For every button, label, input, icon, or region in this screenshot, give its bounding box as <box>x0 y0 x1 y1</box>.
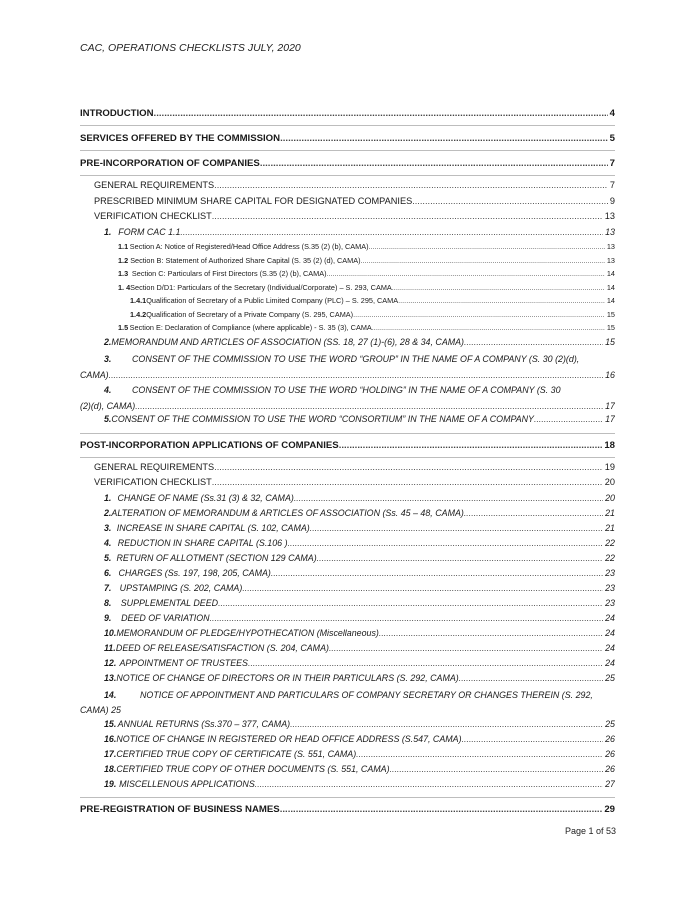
dot-leader <box>379 628 603 638</box>
toc-entry[interactable] <box>80 568 615 583</box>
dot-leader <box>361 256 605 265</box>
toc-page: 23 <box>605 597 615 608</box>
dot-leader <box>135 399 603 415</box>
dot-leader <box>459 673 603 683</box>
dot-leader <box>356 749 603 759</box>
toc-entry[interactable] <box>80 477 615 493</box>
dot-leader <box>260 158 608 169</box>
toc-title: CERTIFIED TRUE COPY OF OTHER DOCUMENTS (S. 551, CAMA) <box>116 763 390 774</box>
toc-entry[interactable] <box>80 538 615 553</box>
toc-title: SUPPLEMENTAL DEED <box>120 597 219 608</box>
toc-number: 1. 4 <box>118 282 131 292</box>
toc-number: 11. <box>104 642 116 653</box>
toc-page: 26 <box>605 733 615 744</box>
toc-number: 16. <box>104 733 117 744</box>
toc-page: 14 <box>606 296 615 305</box>
toc-page: 21 <box>605 507 615 518</box>
toc-entry[interactable] <box>80 493 615 508</box>
toc-number: 1.4.2 <box>130 309 147 319</box>
toc-number: 15. <box>104 718 117 729</box>
toc-number: 13. <box>104 672 117 683</box>
toc-number: 8. <box>104 597 112 608</box>
table-of-contents <box>80 108 615 819</box>
toc-title: DEED OF VARIATION <box>121 612 210 623</box>
toc-page: 17 <box>605 400 615 411</box>
dot-leader <box>248 658 603 668</box>
dot-leader <box>214 180 608 190</box>
toc-title: CONSENT OF THE COMMISSION TO USE THE WORD “GROUP” IN THE NAME OF A COMPANY (S. 30 (2)(d), <box>132 354 580 364</box>
toc-title: UPSTAMPING (S. 202, CAMA) <box>119 582 243 593</box>
dot-leader <box>534 414 603 424</box>
toc-page: 13 <box>606 242 615 251</box>
toc-page: 23 <box>605 582 615 593</box>
toc-number: 1.4.1 <box>130 296 147 305</box>
toc-title: GENERAL REQUIREMENTS <box>94 461 215 472</box>
toc-entry[interactable] <box>80 553 615 568</box>
dot-leader <box>329 643 603 653</box>
toc-title: CONSENT OF THE COMMISSION TO USE THE WORD “HOLDING” IN THE NAME OF A COMPANY (S. 30 <box>132 385 561 395</box>
toc-page: 21 <box>605 522 615 533</box>
toc-entry-memorandum[interactable] <box>80 337 615 353</box>
toc-page: 24 <box>605 642 615 653</box>
toc-entry[interactable] <box>80 719 615 734</box>
toc-number: 5. <box>104 414 112 424</box>
toc-number: 4. <box>104 385 112 395</box>
toc-entry[interactable] <box>80 323 615 337</box>
toc-entry[interactable] <box>80 283 615 297</box>
dot-leader <box>369 242 605 251</box>
toc-entry[interactable] <box>80 583 615 598</box>
dot-leader <box>109 368 604 384</box>
toc-number: 1. <box>104 226 112 237</box>
toc-entry[interactable] <box>80 269 615 283</box>
toc-entry-form[interactable] <box>80 227 615 243</box>
toc-page: 7 <box>609 158 615 169</box>
toc-number: 10. <box>104 627 117 638</box>
toc-entry-group-consent[interactable] <box>80 352 615 383</box>
toc-number: 5. <box>104 552 112 563</box>
toc-entry[interactable] <box>80 256 615 270</box>
toc-number: 1.5 <box>118 323 129 332</box>
toc-number: 19. <box>104 778 117 789</box>
toc-title: Qualification of Secretary of a Private Company (S. 295, CAMA) <box>146 309 354 319</box>
toc-title: Section E: Declaration of Compliance (where applicable) - S. 35 (3), CAMA <box>129 323 372 332</box>
toc-page: 18 <box>604 439 615 451</box>
toc-page: 14 <box>606 269 615 278</box>
toc-title: MEMORANDUM AND ARTICLES OF ASSOCIATION (SS. 18, 27 (1)-(6), 28 & 34, CAMA) <box>111 336 465 347</box>
toc-title: NOTICE OF APPOINTMENT AND PARTICULARS OF COMPANY SECRETARY OR CHANGES THEREIN (S. 292, <box>140 689 593 700</box>
toc-title: PRE-INCORPORATION OF COMPANIES <box>80 158 260 169</box>
toc-number: 12. <box>104 657 117 668</box>
toc-entry-secretary-appointment[interactable] <box>80 688 615 719</box>
dot-leader <box>317 553 603 563</box>
dot-leader <box>212 477 603 487</box>
toc-title: MEMORANDUM OF PLEDGE/HYPOTHECATION (Miscellaneous) <box>116 627 379 638</box>
dot-leader <box>288 538 604 548</box>
toc-title: Section C: Particulars of First Directors (S.35 (2) (b), CAMA) <box>131 269 327 278</box>
toc-title: CONSENT OF THE COMMISSION TO USE THE WORD “CONSORTIUM” IN THE NAME OF A COMPANY <box>111 414 534 424</box>
toc-entry[interactable] <box>80 643 615 658</box>
toc-page: 26 <box>605 763 615 774</box>
toc-title: NOTICE OF CHANGE IN REGISTERED OR HEAD OFFICE ADDRESS (S.547, CAMA) <box>116 733 462 744</box>
toc-entry[interactable] <box>80 613 615 628</box>
toc-number: 14. <box>104 689 117 700</box>
toc-entry-post-incorporation[interactable] <box>80 440 615 458</box>
toc-title: NOTICE OF CHANGE OF DIRECTORS OR IN THEIR PARTICULARS (S. 292, CAMA) <box>116 672 459 683</box>
toc-title-continued: CAMA) 25 <box>80 705 121 715</box>
toc-page: 14 <box>606 282 615 292</box>
toc-entry[interactable] <box>80 749 615 764</box>
toc-title: SERVICES OFFERED BY THE COMMISSION <box>80 133 281 144</box>
toc-title: PRE-REGISTRATION OF BUSINESS NAMES <box>80 803 280 815</box>
toc-entry[interactable] <box>80 658 615 673</box>
toc-title: INTRODUCTION <box>80 108 154 119</box>
toc-number: 4. <box>104 537 112 548</box>
toc-entry-pre-registration[interactable] <box>80 804 615 819</box>
toc-title: REDUCTION IN SHARE CAPITAL (S.106 ) <box>117 537 288 548</box>
toc-page: 20 <box>605 492 615 503</box>
toc-entry[interactable] <box>80 310 615 324</box>
dot-leader <box>280 804 603 815</box>
toc-entry[interactable] <box>80 628 615 643</box>
toc-title: ALTERATION OF MEMORANDUM & ARTICLES OF ASSOCIATION (Ss. 45 – 48, CAMA) <box>111 507 464 518</box>
dot-leader <box>392 283 605 292</box>
toc-number: 1.1 <box>118 242 129 251</box>
toc-page: 24 <box>605 627 615 638</box>
dot-leader <box>353 310 605 319</box>
toc-number: 3. <box>104 522 112 533</box>
toc-title: CHARGES (Ss. 197, 198, 205, CAMA) <box>118 567 271 578</box>
page-number: Page 1 of 53 <box>564 826 616 836</box>
toc-title: VERIFICATION CHECKLIST <box>94 211 212 221</box>
toc-page: 5 <box>609 133 615 144</box>
toc-title: GENERAL REQUIREMENTS <box>94 180 215 190</box>
toc-page: 24 <box>605 657 615 668</box>
toc-title-continued: CAMA) <box>80 369 109 380</box>
toc-entry[interactable] <box>80 296 615 310</box>
toc-entry[interactable] <box>80 673 615 688</box>
dot-leader <box>327 269 605 278</box>
dot-leader <box>464 508 603 518</box>
toc-entry[interactable] <box>80 523 615 538</box>
dot-leader <box>280 133 608 144</box>
dot-leader <box>214 462 603 472</box>
toc-number: 18. <box>104 763 117 774</box>
toc-number: 3. <box>104 354 112 364</box>
dot-leader <box>271 568 603 578</box>
toc-page: 15 <box>605 336 615 347</box>
dot-leader <box>462 734 604 744</box>
toc-page: 7 <box>609 180 615 190</box>
toc-number: 9. <box>104 612 112 623</box>
dot-leader <box>242 583 603 593</box>
dot-leader <box>372 323 605 332</box>
toc-page: 13 <box>606 255 615 265</box>
toc-title: APPOINTMENT OF TRUSTEES <box>119 657 248 668</box>
toc-page: 23 <box>605 567 615 578</box>
toc-page: 4 <box>609 108 615 119</box>
toc-number: 17. <box>104 748 117 759</box>
toc-title: CERTIFIED TRUE COPY OF CERTIFICATE (S. 551, CAMA) <box>116 748 357 759</box>
toc-title: VERIFICATION CHECKLIST <box>94 477 212 487</box>
toc-entry[interactable] <box>80 734 615 749</box>
dot-leader <box>218 598 603 608</box>
toc-page: 19 <box>604 461 615 472</box>
toc-entry[interactable] <box>80 196 615 212</box>
toc-title: MISCELLENOUS APPLICATIONS <box>119 778 255 789</box>
toc-page: 15 <box>606 323 615 332</box>
toc-number: 1.3 <box>118 269 129 278</box>
toc-page: 9 <box>609 195 615 206</box>
toc-entry-holding-consent[interactable] <box>80 383 615 414</box>
toc-number: 6. <box>104 567 112 578</box>
toc-page: 25 <box>605 672 615 683</box>
toc-entry[interactable] <box>80 764 615 779</box>
toc-page: 24 <box>605 612 615 623</box>
dot-leader <box>294 493 603 503</box>
toc-entry-consortium-consent[interactable] <box>80 414 615 434</box>
dot-leader <box>212 211 603 221</box>
toc-number: 2. <box>104 507 112 518</box>
dot-leader <box>255 779 603 789</box>
toc-page: 17 <box>605 414 615 424</box>
dot-leader <box>464 337 603 347</box>
toc-entry-pre-incorporation[interactable] <box>80 158 615 176</box>
toc-number: 1.2 <box>118 255 129 265</box>
toc-title: ANNUAL RETURNS (Ss.370 – 377, CAMA) <box>117 718 291 729</box>
toc-page: 15 <box>606 309 615 319</box>
toc-number: 7. <box>104 582 112 593</box>
toc-title: POST-INCORPORATION APPLICATIONS OF COMPANIES <box>80 439 339 451</box>
toc-title: INCREASE IN SHARE CAPITAL (S. 102, CAMA) <box>116 522 310 533</box>
toc-title: Section D/D1: Particulars of the Secretary (Individual/Corporate) – S. 293, CAMA <box>130 282 392 292</box>
toc-number: 1. <box>104 492 112 503</box>
toc-title: PRESCRIBED MINIMUM SHARE CAPITAL FOR DESIGNATED COMPANIES <box>94 195 413 206</box>
toc-title: DEED OF RELEASE/SATISFACTION (S. 204, CAMA) <box>115 642 329 653</box>
toc-page: 13 <box>604 211 615 221</box>
toc-entry[interactable] <box>80 462 615 478</box>
toc-title: FORM CAC 1.1 <box>118 226 181 237</box>
toc-entry-introduction[interactable] <box>80 108 615 126</box>
page-header: CAC, OPERATIONS CHECKLISTS JULY, 2020 <box>80 42 301 54</box>
toc-page: 29 <box>604 803 615 815</box>
toc-entry[interactable] <box>80 180 615 196</box>
toc-entry[interactable] <box>80 242 615 256</box>
toc-entry-services[interactable] <box>80 133 615 151</box>
dot-leader <box>180 227 603 237</box>
toc-title: Section A: Notice of Registered/Head Office Address (S.35 (2) (b), CAMA) <box>129 242 369 251</box>
toc-page: 25 <box>605 718 615 729</box>
dot-leader <box>290 719 603 729</box>
dot-leader <box>390 764 604 774</box>
toc-title: RETURN OF ALLOTMENT (SECTION 129 CAMA) <box>116 552 317 563</box>
toc-page: 22 <box>605 537 615 548</box>
toc-title: CHANGE OF NAME (Ss.31 (3) & 32, CAMA) <box>117 492 294 503</box>
toc-title-continued: (2)(d), CAMA) <box>80 400 136 411</box>
toc-number: 2. <box>104 336 112 347</box>
toc-page: 22 <box>605 552 615 563</box>
dot-leader <box>310 523 603 533</box>
toc-page: 16 <box>605 369 615 380</box>
toc-page: 27 <box>605 778 615 789</box>
dot-leader <box>210 613 604 623</box>
toc-title: Qualification of Secretary of a Public Limited Company (PLC) – S. 295, CAMA <box>146 296 399 305</box>
dot-leader <box>412 196 608 206</box>
toc-title: Section B: Statement of Authorized Share Capital (S. 35 (2) (d), CAMA) <box>130 255 361 265</box>
toc-entry[interactable] <box>80 598 615 613</box>
dot-leader <box>398 296 605 305</box>
dot-leader <box>339 440 603 451</box>
toc-entry[interactable] <box>80 508 615 523</box>
toc-page: 26 <box>605 748 615 759</box>
toc-page: 13 <box>605 226 615 237</box>
toc-entry[interactable] <box>80 211 615 227</box>
toc-page: 20 <box>604 477 615 487</box>
toc-entry-misc[interactable] <box>80 779 615 798</box>
dot-leader <box>154 108 608 119</box>
